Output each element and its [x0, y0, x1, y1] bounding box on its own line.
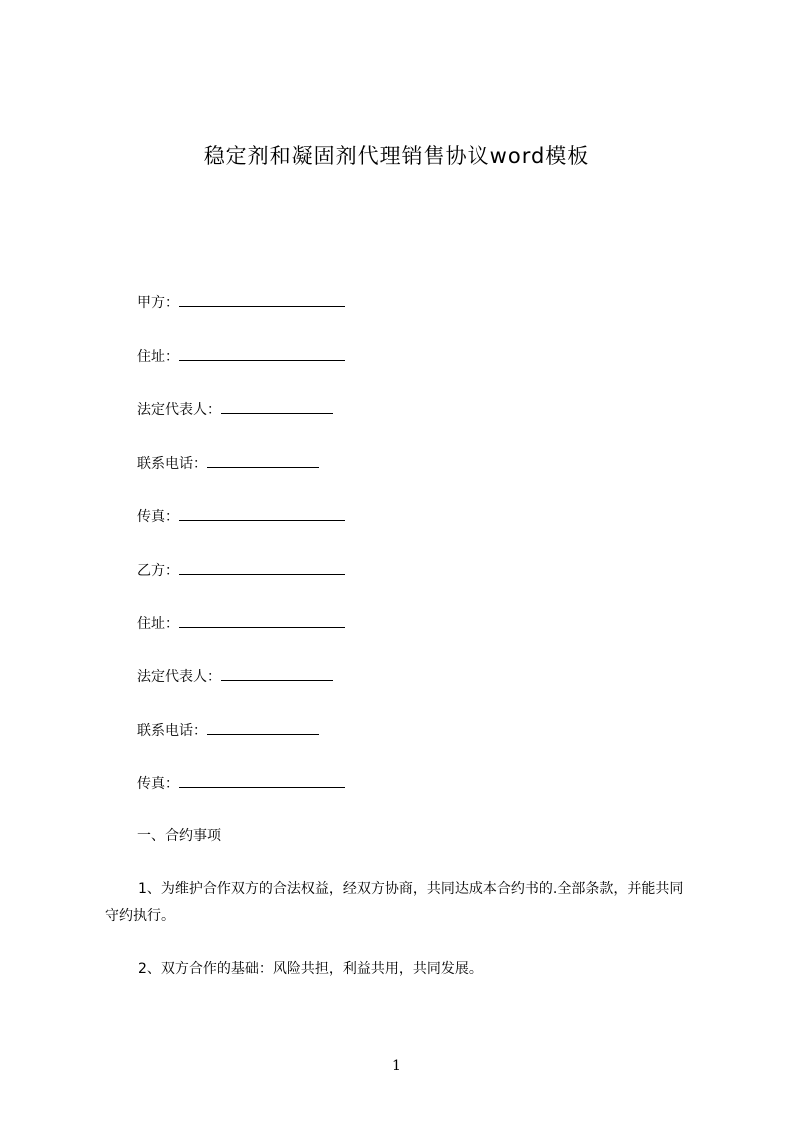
party-b-representative-label: 法定代表人：	[137, 669, 221, 685]
party-a-representative-label: 法定代表人：	[137, 402, 221, 418]
party-b-address-field	[137, 613, 345, 634]
party-b-address-blank	[179, 613, 345, 628]
party-b-fax-label: 传真：	[137, 776, 179, 792]
party-a-label: 甲方：	[137, 295, 179, 311]
party-b-blank	[179, 560, 345, 575]
party-b-phone-field	[137, 720, 319, 741]
party-a-phone-label: 联系电话：	[137, 456, 207, 472]
party-b-phone-blank	[207, 720, 319, 735]
party-a-representative-blank	[221, 399, 333, 414]
party-b-field	[137, 560, 345, 581]
party-a-fax-blank	[179, 506, 345, 521]
party-a-phone-blank	[207, 453, 319, 468]
section-heading: 一、合约事项	[137, 828, 221, 844]
party-a-address-blank	[179, 346, 345, 361]
party-b-fax-blank	[179, 773, 345, 788]
party-b-address-label: 住址：	[137, 616, 179, 632]
party-b-representative-blank	[221, 666, 333, 681]
party-a-phone-field	[137, 453, 319, 474]
paragraph-2: 2、双方合作的基础：风险共担，利益共用，共同发展。	[138, 961, 483, 977]
party-a-representative-field	[137, 399, 333, 420]
party-b-label: 乙方：	[137, 563, 179, 579]
party-a-field	[137, 292, 345, 313]
party-b-phone-label: 联系电话：	[137, 723, 207, 739]
party-a-address-field	[137, 346, 345, 367]
party-b-representative-field	[137, 666, 333, 687]
party-a-blank	[179, 292, 345, 307]
paragraph-1: 1、为维护合作双方的合法权益，经双方协商，共同达成本合约书的.全部条款，并能共同守约执行。	[105, 881, 684, 924]
party-a-fax-label: 传真：	[137, 509, 179, 525]
party-a-fax-field	[137, 506, 345, 527]
party-a-address-label: 住址：	[137, 349, 179, 365]
party-b-fax-field	[137, 773, 345, 794]
document-title: 稳定剂和凝固剂代理销售协议word模板	[203, 144, 590, 168]
page-number: 1	[392, 1058, 401, 1074]
